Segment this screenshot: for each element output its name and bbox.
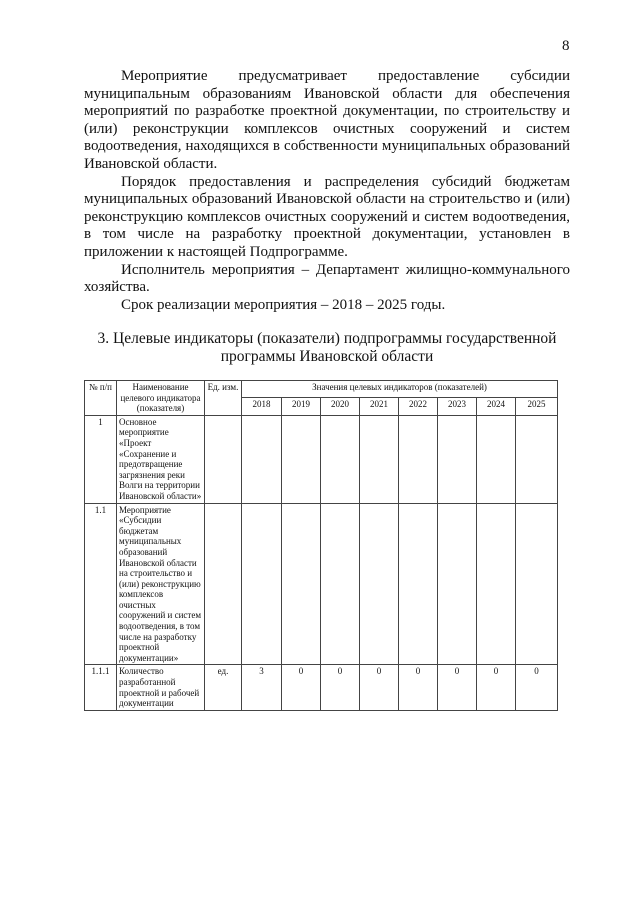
row-num: 1.1 <box>85 503 117 665</box>
header-year: 2025 <box>516 398 558 415</box>
row-value <box>321 415 360 503</box>
row-value <box>516 415 558 503</box>
row-name: Основное мероприятие «Проект «Сохранение и предотвращение загрязнения реки Волги на территории Ивановской области» <box>117 415 205 503</box>
section-title: 3. Целевые индикаторы (показатели) подпрограммы государственной программы Ивановской области <box>97 330 557 365</box>
header-year: 2018 <box>242 398 282 415</box>
row-unit <box>205 503 242 665</box>
row-name: Количество разработанной проектной и рабочей документации <box>117 665 205 710</box>
body-text <box>84 68 570 314</box>
row-unit: ед. <box>205 665 242 710</box>
row-name: Мероприятие «Субсидии бюджетам муниципальных образований Ивановской области на строительство и (или) реконструкцию комплексов очистных сооружений и систем водоотведения, в том числе на разработку проектной документации» <box>117 503 205 665</box>
row-value: 0 <box>321 665 360 710</box>
paragraph: Срок реализации мероприятия – 2018 – 2025 годы. <box>121 296 446 313</box>
header-values-group: Значения целевых индикаторов (показателей) <box>242 381 558 398</box>
row-value <box>242 503 282 665</box>
row-value <box>321 503 360 665</box>
header-year: 2019 <box>282 398 321 415</box>
header-year: 2022 <box>399 398 438 415</box>
row-value <box>282 503 321 665</box>
header-unit: Ед. изм. <box>205 381 242 416</box>
paragraph: Мероприятие предусматривает предоставление субсидии муниципальным образованиям Ивановской области для обеспечения мероприятий по разработке проектной документации, по строительству и (или) реконструкции комплексов очистных сооружений и систем водоотведения, находящихся в собственности муниципальных образований Ивановской области. <box>84 68 570 172</box>
row-value: 0 <box>438 665 477 710</box>
paragraph: Исполнитель мероприятия – Департамент жилищно-коммунального хозяйства. <box>84 261 570 296</box>
row-value <box>438 415 477 503</box>
row-value <box>477 415 516 503</box>
header-row <box>85 381 558 398</box>
row-value: 0 <box>360 665 399 710</box>
indicators-table <box>84 380 558 711</box>
table-row <box>85 665 558 710</box>
header-year: 2020 <box>321 398 360 415</box>
row-value <box>282 415 321 503</box>
row-value: 3 <box>242 665 282 710</box>
row-value <box>360 503 399 665</box>
header-year: 2021 <box>360 398 399 415</box>
header-num: № п/п <box>85 381 117 416</box>
row-num: 1.1.1 <box>85 665 117 710</box>
table-row <box>85 415 558 503</box>
page-number: 8 <box>562 38 570 54</box>
table-row <box>85 503 558 665</box>
row-value: 0 <box>399 665 438 710</box>
row-value <box>438 503 477 665</box>
header-year: 2023 <box>438 398 477 415</box>
header-year: 2024 <box>477 398 516 415</box>
row-value <box>399 415 438 503</box>
row-value <box>477 503 516 665</box>
header-name: Наименование целевого индикатора (показателя) <box>117 381 205 416</box>
row-value <box>399 503 438 665</box>
row-value <box>516 503 558 665</box>
row-num: 1 <box>85 415 117 503</box>
row-value: 0 <box>282 665 321 710</box>
row-value <box>242 415 282 503</box>
row-value <box>360 415 399 503</box>
paragraph: Порядок предоставления и распределения субсидий бюджетам муниципальных образований Ивановской области на строительство и (или) реконструкцию комплексов очистных сооружений и систем водоотведения, в том числе на разработку проектной документации, установлен в приложении к настоящей Подпрограмме. <box>84 173 570 260</box>
row-value: 0 <box>477 665 516 710</box>
row-unit <box>205 415 242 503</box>
row-value: 0 <box>516 665 558 710</box>
